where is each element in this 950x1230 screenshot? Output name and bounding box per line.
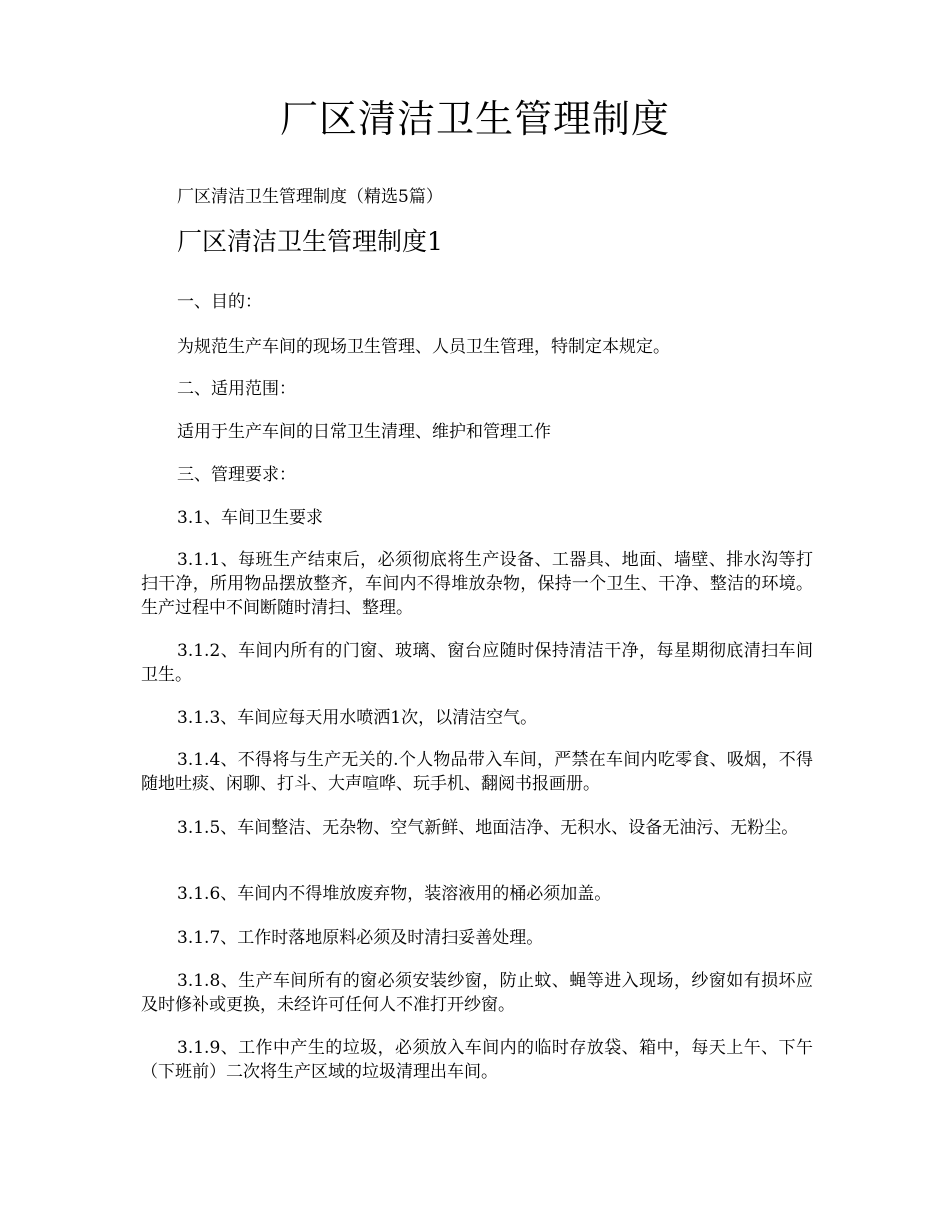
paragraph-3-1-7: 3.1.7、工作时落地原料必须及时清扫妥善处理。	[177, 928, 544, 948]
paragraph-3-1-8: 3.1.8、生产车间所有的窗必须安装纱窗，防止蚊、蝇等进入现场，纱窗如有损坏应及时修补或更换，未经许可任何人不准打开纱窗。	[141, 971, 813, 1015]
paragraph-3-1-1: 3.1.1、每班生产结束后，必须彻底将生产设备、工器具、地面、墙壁、排水沟等打扫干净，所用物品摆放整齐，车间内不得堆放杂物，保持一个卫生、干净、整洁的环境。生产过程中不间断随时清扫、整理。	[141, 550, 813, 618]
paragraph-3-1-5: 3.1.5、车间整洁、无杂物、空气新鲜、地面洁净、无积水、设备无油污、无粉尘。	[177, 818, 799, 838]
paragraph-purpose-heading: 一、目的：	[177, 292, 262, 312]
paragraph-3-1-4: 3.1.4、不得将与生产无关的.个人物品带入车间，严禁在车间内吃零食、吸烟，不得随地吐痰、闲聊、打斗、大声喧哗、玩手机、翻阅书报画册。	[141, 750, 813, 794]
paragraph-3-1-3: 3.1.3、车间应每天用水喷洒1次，以清洁空气。	[177, 708, 538, 728]
paragraph-scope: 适用于生产车间的日常卫生清理、维护和管理工作	[177, 422, 551, 442]
paragraph-purpose: 为规范生产车间的现场卫生管理、人员卫生管理，特制定本规定。	[177, 337, 670, 357]
paragraph-3-1-2: 3.1.2、车间内所有的门窗、玻璃、窗台应随时保持清洁干净，每星期彻底清扫车间卫生。	[141, 641, 813, 685]
paragraph-requirements-heading: 三、管理要求：	[177, 465, 296, 485]
paragraph-3-1-9: 3.1.9、工作中产生的垃圾，必须放入车间内的临时存放袋、箱中，每天上午、下午（下班前）二次将生产区域的垃圾清理出车间。	[141, 1038, 813, 1082]
paragraph-3-1: 3.1、车间卫生要求	[177, 508, 324, 528]
paragraph-scope-heading: 二、适用范围：	[177, 379, 296, 399]
document-subtitle: 厂区清洁卫生管理制度（精选5篇）	[177, 187, 443, 207]
document-title: 厂区清洁卫生管理制度	[279, 97, 670, 141]
paragraph-3-1-6: 3.1.6、车间内不得堆放废弃物，装溶液用的桶必须加盖。	[177, 884, 612, 904]
section-heading: 厂区清洁卫生管理制度1	[177, 227, 443, 256]
